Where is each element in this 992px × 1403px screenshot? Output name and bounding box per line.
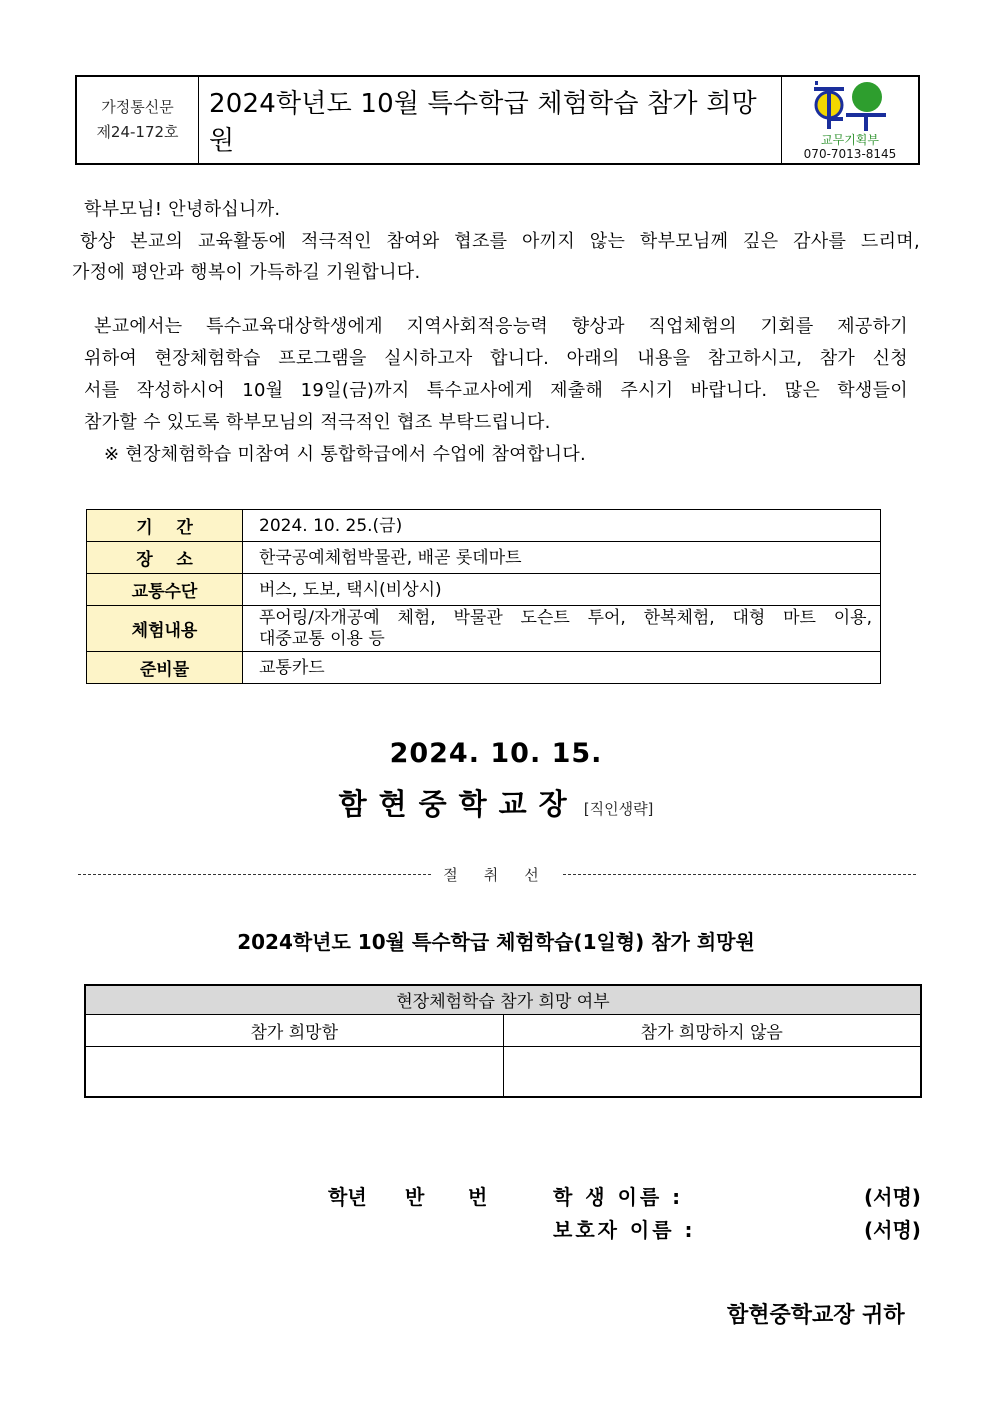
issue-date: 2024. 10. 15. xyxy=(389,738,603,769)
table-row xyxy=(87,510,881,542)
table-row xyxy=(87,542,881,574)
school-name: 함현중학교장 xyxy=(338,787,579,821)
info-table xyxy=(86,509,881,684)
form-title: 2024학년도 10월 특수학급 체험학습(1일형) 참가 희망원 xyxy=(237,930,755,954)
paragraph-2-line-2: 위하여 현장체험학습 프로그램을 실시하고자 합니다. 아래의 내용을 참고하시고, 참가 신청 xyxy=(84,348,908,369)
class-label: 반 xyxy=(405,1185,425,1209)
value-place: 한국공예체험박물관, 배곧 롯데마트 xyxy=(243,542,881,574)
greeting: 학부모님! 안녕하십니까. xyxy=(84,199,281,220)
option-no-field[interactable] xyxy=(503,1046,921,1097)
activities-line-2: 대중교통 이용 등 xyxy=(259,628,385,649)
activities-line-1: 푸어링/자개공예 체험, 박물관 도슨트 투어, 한복체험, 대형 마트 이용, xyxy=(259,607,872,628)
table-row xyxy=(85,985,921,1014)
cut-line xyxy=(78,864,916,885)
label-period: 기 간 xyxy=(87,510,243,542)
paragraph-2-line-4: 참가할 수 있도록 학부모님의 적극적인 협조 부탁드립니다. xyxy=(84,412,551,433)
value-transport: 버스, 도보, 택시(비상시) xyxy=(243,574,881,606)
addressee: 함현중학교장 귀하 xyxy=(727,1303,905,1328)
dashed-line-left xyxy=(78,874,431,875)
value-activities xyxy=(243,606,881,652)
choice-header: 현장체험학습 참가 희망 여부 xyxy=(85,985,921,1014)
note: ※ 현장체험학습 미참여 시 통합학급에서 수업에 참여합니다. xyxy=(104,444,587,465)
parent-name-label: 보호자 이름 : xyxy=(553,1218,696,1242)
logo-phone: 070-7013-8145 xyxy=(803,147,897,161)
doc-number: 제24-172호 xyxy=(96,123,179,141)
paragraph-2-line-3: 서를 작성하시어 10월 19일(금)까지 특수교사에게 제출해 주시기 바랍니다. 많은 학생들이 xyxy=(84,380,908,401)
school-logo xyxy=(782,77,918,163)
option-no-label: 참가 희망하지 않음 xyxy=(503,1014,921,1046)
label-supplies: 준비물 xyxy=(87,652,243,684)
label-activities: 체험내용 xyxy=(87,606,243,652)
dashed-line-right xyxy=(563,874,916,875)
paragraph-1-line-2: 가정에 평안과 행복이 가득하길 기원합니다. xyxy=(72,262,421,283)
table-row xyxy=(85,1046,921,1097)
cut-label: 절취선 xyxy=(443,866,565,884)
table-row xyxy=(87,574,881,606)
choice-table xyxy=(84,984,922,1098)
label-transport: 교통수단 xyxy=(87,574,243,606)
doc-type: 가정통신문 xyxy=(101,98,174,116)
school-signature xyxy=(0,782,992,823)
logo-dept: 교무기획부 xyxy=(821,133,879,147)
header-box xyxy=(75,75,920,165)
student-sign-mark: (서명) xyxy=(864,1185,921,1209)
value-supplies: 교통카드 xyxy=(243,652,881,684)
student-name-label: 학 생 이름 : xyxy=(553,1185,684,1209)
number-label: 번 xyxy=(468,1185,488,1209)
label-place: 장 소 xyxy=(87,542,243,574)
table-row xyxy=(87,652,881,684)
table-row xyxy=(85,1014,921,1046)
page-title: 2024학년도 10월 특수학급 체험학습 참가 희망원 xyxy=(199,77,782,163)
value-period: 2024. 10. 25.(금) xyxy=(243,510,881,542)
table-row xyxy=(87,606,881,652)
school-logo-icon xyxy=(812,77,888,133)
doc-code xyxy=(77,77,199,163)
option-yes-field[interactable] xyxy=(85,1046,503,1097)
option-yes-label: 참가 희망함 xyxy=(85,1014,503,1046)
seal-note: [직인생략] xyxy=(583,800,654,818)
parent-sign-mark: (서명) xyxy=(864,1218,921,1242)
paragraph-1-line-1: 항상 본교의 교육활동에 적극적인 참여와 협조를 아끼지 않는 학부모님께 깊은 감사를 드리며, xyxy=(80,231,920,252)
paragraph-2-line-1: 본교에서는 특수교육대상학생에게 지역사회적응능력 향상과 직업체험의 기회를 제공하기 xyxy=(94,316,908,337)
grade-label: 학년 xyxy=(328,1185,367,1209)
